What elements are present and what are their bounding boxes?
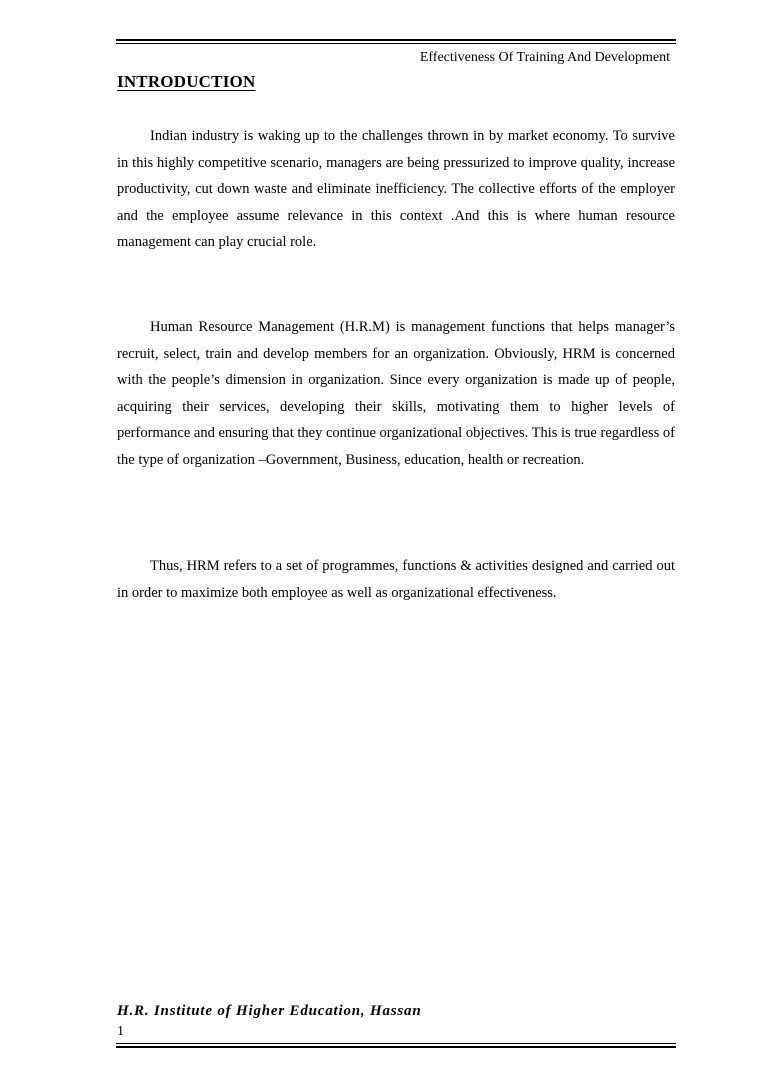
footer-rule-thin — [116, 1043, 676, 1044]
footer-institution: H.R. Institute of Higher Education, Hassan — [117, 1003, 422, 1019]
paragraph-1: Indian industry is waking up to the challenges thrown in by market economy. To survive in this highly competitive scenario, managers are being pressurized to improve quality, increase productivity, cut down waste and eliminate inefficiency. The collective efforts of the employer and the employee assume relevance in this context .And this is where human resource management can play crucial role. — [117, 128, 675, 250]
paragraph-2: Human Resource Management (H.R.M) is management functions that helps manager’s recruit, select, train and develop members for an organization. Obviously, HRM is concerned with the people’s dimension in organization. Since every organization is made up of people, acquiring their services, developing their skills, motivating them to higher levels of performance and ensuring that they continue organizational objectives. This is true regardless of the type of organization –Government, Business, education, health or recreation. — [117, 319, 675, 468]
paragraph-3: Thus, HRM refers to a set of programmes, functions & activities designed and carried out in order to maximize both employee as well as organizational effectiveness. — [117, 558, 675, 601]
header-rule-thick — [116, 39, 676, 41]
running-header: Effectiveness Of Training And Development — [419, 50, 670, 65]
footer-rule-thick — [116, 1046, 676, 1048]
header-rule-thin — [116, 43, 676, 44]
section-title: INTRODUCTION — [117, 72, 256, 91]
page-number: 1 — [117, 1024, 124, 1039]
